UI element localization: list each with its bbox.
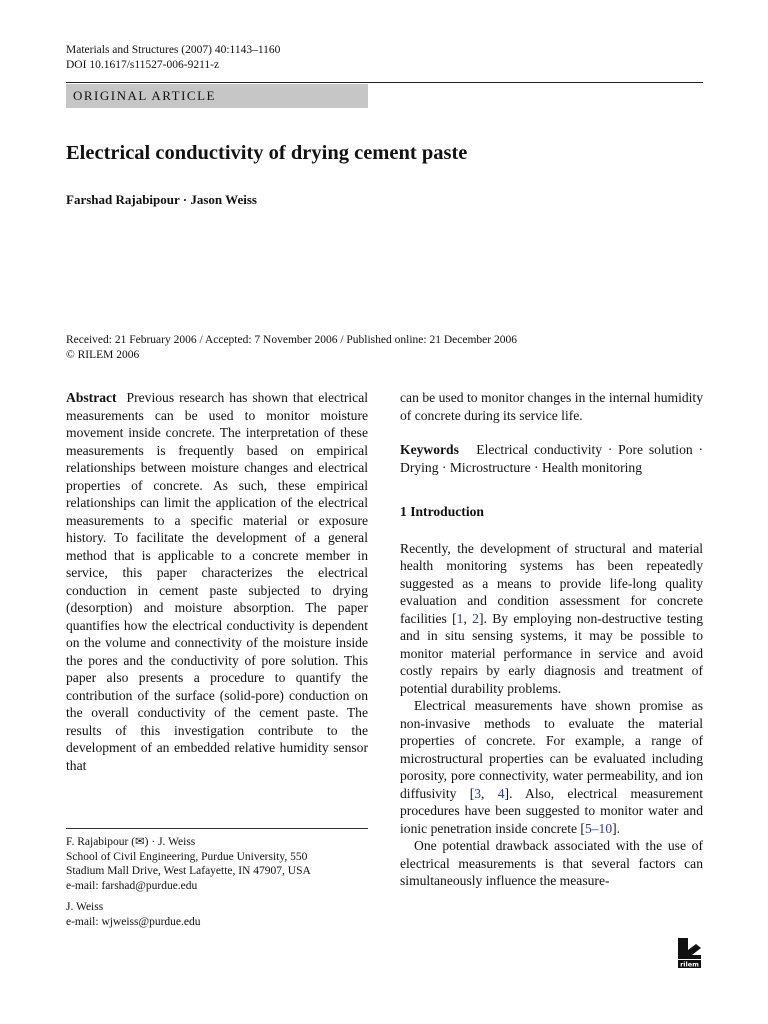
- publication-history: [66, 333, 517, 363]
- article-type-band: [66, 84, 368, 108]
- journal-citation: [66, 43, 280, 73]
- footnote-affiliation-1: School of Civil Engineering, Purdue University, 550: [66, 850, 308, 863]
- citation-link[interactable]: 2: [472, 610, 479, 626]
- svg-text:rilem: rilem: [680, 960, 699, 969]
- keywords: [400, 441, 703, 476]
- abstract-label: Abstract: [66, 390, 117, 405]
- abstract: [66, 389, 368, 774]
- citation-link[interactable]: 4: [497, 785, 505, 801]
- received-dates: Received: 21 February 2006 / Accepted: 7 November 2006 / Published online: 21 December 2006: [66, 334, 517, 346]
- abstract-continuation: can be used to monitor changes in the internal humidity of concrete during its service life.: [400, 390, 703, 423]
- footnote-authors: F. Rajabipour (✉) · J. Weiss: [66, 836, 196, 848]
- intro-paragraph-2: Electrical measurements have shown promise as non-invasive methods to evaluate the material properties of concrete. For example, a range of microstructural properties can be evaluated including porosity, pore connectivity, water permeability, and ion diffusivity [3, 4]. Also, electrical measurement procedures have been suggested to monitor water and ionic penetration inside concrete [5–10].: [400, 698, 703, 836]
- paper-title: Electrical conductivity of drying cement paste: [66, 142, 468, 164]
- footnote-email-1: e-mail: farshad@purdue.edu: [66, 879, 198, 892]
- section-heading: 1 Introduction: [400, 504, 484, 519]
- keywords-label: Keywords: [400, 442, 459, 457]
- copyright-notice: © RILEM 2006: [66, 349, 140, 361]
- right-column: [400, 389, 703, 890]
- footnote-author-2: J. Weiss: [66, 901, 104, 913]
- footnote-email-2: e-mail: wjweiss@purdue.edu: [66, 915, 201, 928]
- citation-link[interactable]: 1: [456, 610, 464, 626]
- article-type-label: ORIGINAL ARTICLE: [73, 88, 216, 103]
- intro-paragraph-3: One potential drawback associated with the use of electrical measurements is that several factors can simultaneously influence the measure-: [400, 838, 703, 888]
- citation-link[interactable]: 5–10: [584, 820, 613, 836]
- journal-line: Materials and Structures (2007) 40:1143–1160: [66, 44, 281, 56]
- author-list: Farshad Rajabipour · Jason Weiss: [66, 192, 257, 207]
- intro-paragraph-1: Recently, the development of structural and material health monitoring systems has been repeatedly suggested as a means to provide life-long quality evaluation and condition assessment for concrete facilities [1, 2]. By employing non-destructive testing and in situ sensing systems, it may be possible to monitor material performance in service and avoid costly repairs by early diagnosis and treatment of potential durability problems.: [400, 540, 703, 696]
- footnote-rule: [66, 828, 368, 829]
- left-column: [66, 389, 368, 774]
- keywords-text: Electrical conductivity · Pore solution · Drying · Microstructure · Health monitoring: [400, 442, 703, 475]
- footnote-affiliation-2: Stadium Mall Drive, West Lafayette, IN 47907, USA: [66, 865, 311, 877]
- doi-line: DOI 10.1617/s11527-006-9211-z: [66, 59, 220, 71]
- header-rule: [66, 82, 703, 83]
- rilem-logo: [676, 936, 703, 969]
- citation-link[interactable]: 3: [474, 785, 482, 801]
- author-footnote: [66, 835, 368, 929]
- abstract-text: Previous research has shown that electrical measurements can be used to monitor moisture movement inside concrete. The interpretation of these measurements is frequently based on empirical relationships between moisture changes and electrical properties of concrete. As such, these empirical relationships can limit the application of the electrical measurements to a specific material or exposure history. To facilitate the development of a general method that is applicable to a concrete member in service, this paper characterizes the electrical conduction in cement paste subjected to drying (desorption) and moisture absorption. The paper quantifies how the electrical conductivity is dependent on the volume and connectivity of the moisture inside the pores and the conductivity of pore solution. This paper also presents a procedure to quantify the contribution of the surface (solid-pore) conduction on the overall conductivity of the cement paste. The results of this investigation contribute to the development of an embedded relative humidity sensor that: [66, 390, 369, 773]
